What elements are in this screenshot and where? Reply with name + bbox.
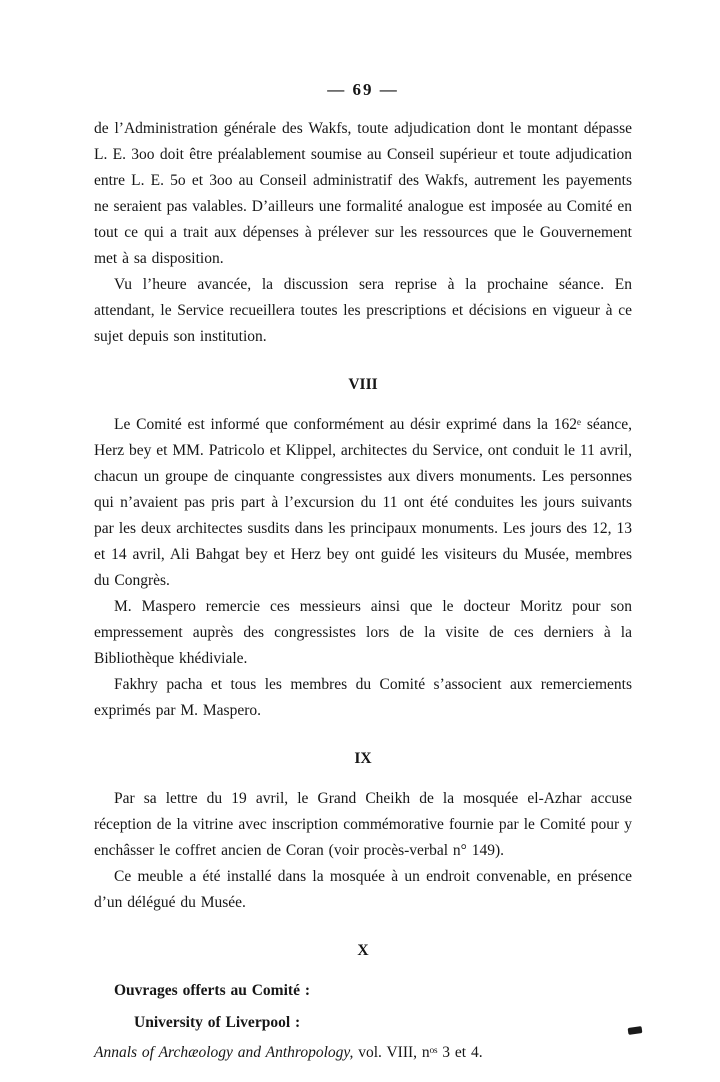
text-block: [94, 80, 632, 1066]
book-title: Annals of Archæology and Anthropology,: [94, 1044, 354, 1061]
page-number: — 69 —: [327, 80, 399, 99]
scan-ink-artifact: [628, 1026, 643, 1035]
paragraph-grand-cheikh: Par sa lettre du 19 avril, le Grand Cheikh de la mosquée el-Azhar accuse réception de la vitrine avec inscription commémorative fournie par le Comité pour y enchâsser le coffret ancien de Coran (voir procès-verbal n° 149).: [94, 790, 632, 859]
section-heading-x: X: [357, 942, 369, 959]
paragraph-fakhry-pacha: Fakhry pacha et tous les membres du Comité s’associent aux remerciements exprimés par M. Maspero.: [94, 676, 632, 719]
section-heading-ix: IX: [354, 750, 372, 767]
paragraph-university-liverpool: University of Liverpool :: [134, 1014, 301, 1031]
paragraph-wakfs-adjudication: de l’Administration générale des Wakfs, toute adjudication dont le montant dépasse L. E. 3oo doit être préalablement soumise au Conseil supérieur et toute adjudication entre L. E. 5o et 3oo au Conseil administratif des Wakfs, autrement les payements ne seraient pas valables. D’ailleurs une formalité analogue est imposée au Comité en tout ce qui a trait aux dépenses à prélever sur les ressources que le Gouvernement met à sa disposition.: [94, 120, 632, 267]
paragraph-ouvrages-offerts: Ouvrages offerts au Comité :: [114, 982, 310, 999]
paragraph-congressistes-visites: Le Comité est informé que conformément au désir exprimé dans la 162ᵉ séance, Herz bey et MM. Patricolo et Klippel, architectes du Service, ont conduit le 11 avril, chacun un groupe de cinquante congressistes aux divers monuments. Les personnes qui n’avaient pas pris part à l’excursion du 11 ont été conduites les jours suivants par les deux architectes susdits dans les principaux monuments. Les jours des 12, 13 et 14 avril, Ali Bahgat bey et Herz bey ont guidé les visiteurs du Musée, membres du Congrès.: [94, 416, 632, 589]
book-volume-info: vol. VIII, nᵒˢ 3 et 4.: [353, 1044, 483, 1061]
paragraph-seance-reprise: Vu l’heure avancée, la discussion sera reprise à la prochaine séance. En attendant, le Service recueillera toutes les prescriptions et décisions en vigueur à ce sujet depuis son institution.: [94, 276, 632, 345]
paragraph-maspero-remercie: M. Maspero remercie ces messieurs ainsi que le docteur Moritz pour son empressement auprès des congressistes lors de la visite de ces derniers à la Bibliothèque khédiviale.: [94, 598, 632, 667]
paragraph-meuble-mosquee: Ce meuble a été installé dans la mosquée à un endroit convenable, en présence d’un délégué du Musée.: [94, 868, 632, 911]
paragraph-annals-reference: [94, 1040, 632, 1066]
section-heading-viii: VIII: [348, 376, 378, 393]
